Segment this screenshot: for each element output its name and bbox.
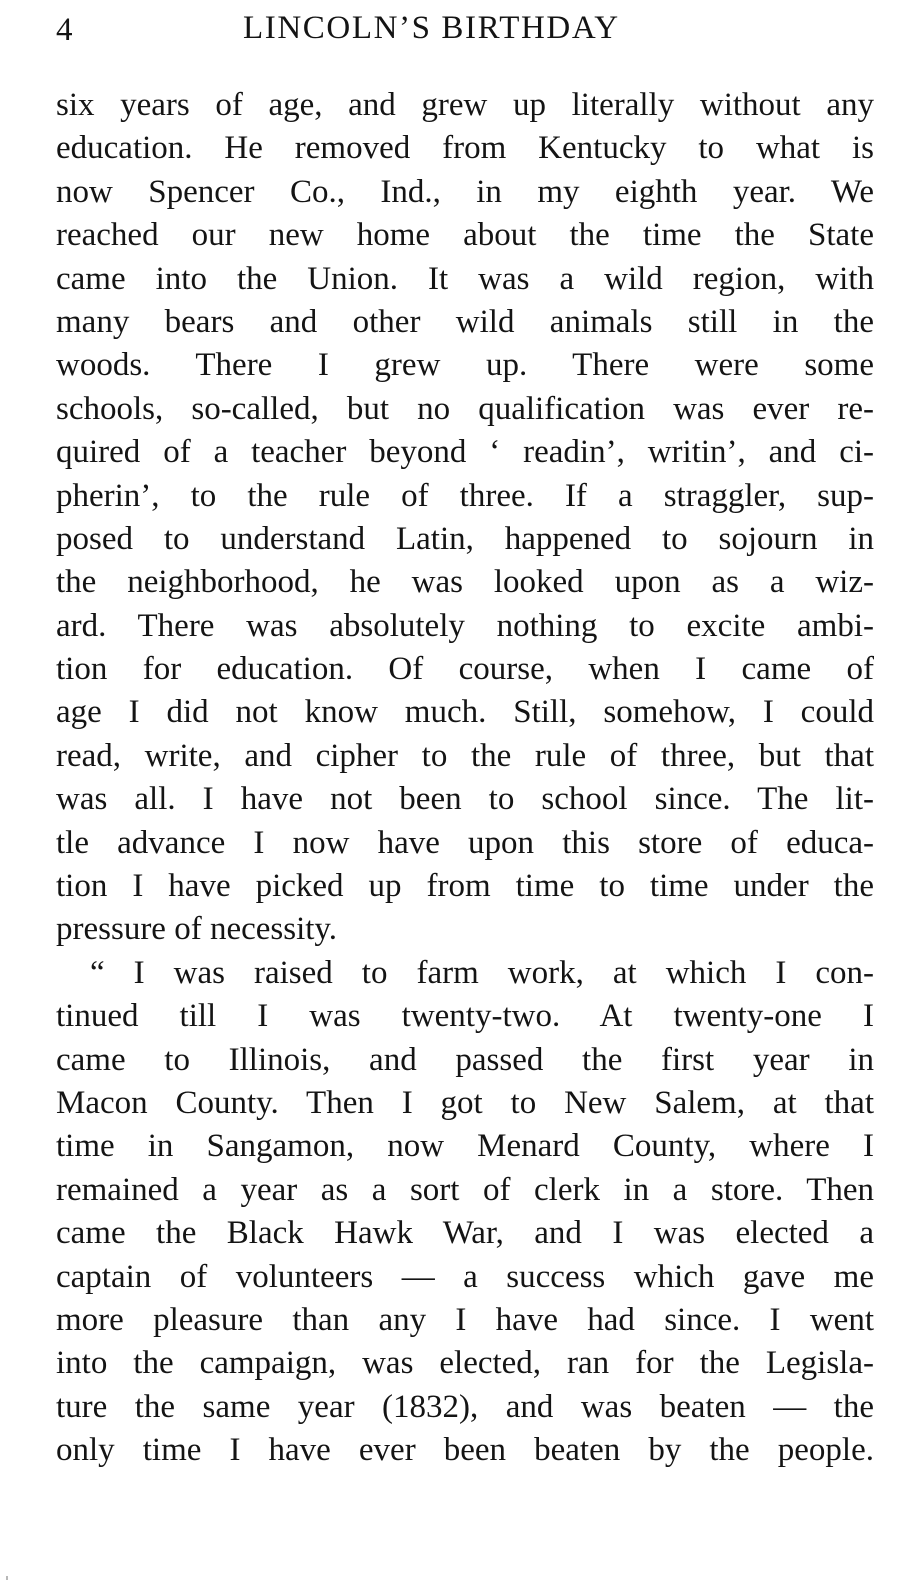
text-line: pherin’, to the rule of three. If a straggler, sup- [56, 477, 874, 514]
paragraph [56, 84, 874, 952]
text-line: six years of age, and grew up literally without any [56, 87, 874, 123]
text-line: only time I have ever been beaten by the people. [56, 1432, 874, 1469]
scan-speck [6, 1576, 8, 1580]
text-line: “ I was raised to farm work, at which I con- [90, 954, 874, 991]
text-line: more pleasure than any I have had since. I went [56, 1301, 874, 1338]
text-line: tinued till I was twenty-two. At twenty-one I [56, 998, 874, 1035]
running-title: LINCOLN’S BIRTHDAY [243, 10, 620, 46]
text-line: posed to understand Latin, happened to sojourn in [56, 520, 874, 557]
page-number: 4 [56, 12, 73, 48]
text-line: reached our new home about the time the State [56, 217, 874, 254]
text-line: quired of a teacher beyond ‘ readin’, writin’, and ci- [56, 434, 874, 471]
text-line: now Spencer Co., Ind., in my eighth year. We [56, 173, 874, 210]
text-line: came into the Union. It was a wild region, with [56, 260, 874, 297]
text-line: tion I have picked up from time to time under the [56, 868, 874, 905]
text-line: tle advance I now have upon this store of educa- [56, 824, 874, 861]
text-line: into the campaign, was elected, ran for the Legisla- [56, 1345, 874, 1382]
text-line: many bears and other wild animals still in the [56, 303, 874, 340]
text-line: was all. I have not been to school since. The lit- [56, 781, 874, 818]
text-line: ard. There was absolutely nothing to excite ambi- [56, 607, 874, 644]
running-head [0, 2, 900, 52]
text-line: ture the same year (1832), and was beaten — the [56, 1388, 874, 1425]
text-line: the neighborhood, he was looked upon as a wiz- [56, 564, 874, 601]
paragraph [56, 952, 874, 1473]
text-line: read, write, and cipher to the rule of three, but that [56, 737, 874, 774]
text-line: woods. There I grew up. There were some [56, 347, 874, 384]
text-line: came to Illinois, and passed the first year in [56, 1041, 874, 1078]
text-line: age I did not know much. Still, somehow, I could [56, 694, 874, 731]
text-line: schools, so-called, but no qualification was ever re- [56, 390, 874, 427]
text-line: came the Black Hawk War, and I was elected a [56, 1215, 874, 1252]
text-line: captain of volunteers — a success which gave me [56, 1258, 874, 1295]
text-line: education. He removed from Kentucky to what is [56, 130, 874, 167]
text-line: time in Sangamon, now Menard County, where I [56, 1128, 874, 1165]
text-line: pressure of necessity. [56, 911, 338, 948]
text-line: remained a year as a sort of clerk in a store. Then [56, 1171, 874, 1208]
text-line: Macon County. Then I got to New Salem, at that [56, 1084, 874, 1121]
body-text [56, 84, 874, 1473]
text-line: tion for education. Of course, when I came of [56, 651, 874, 688]
